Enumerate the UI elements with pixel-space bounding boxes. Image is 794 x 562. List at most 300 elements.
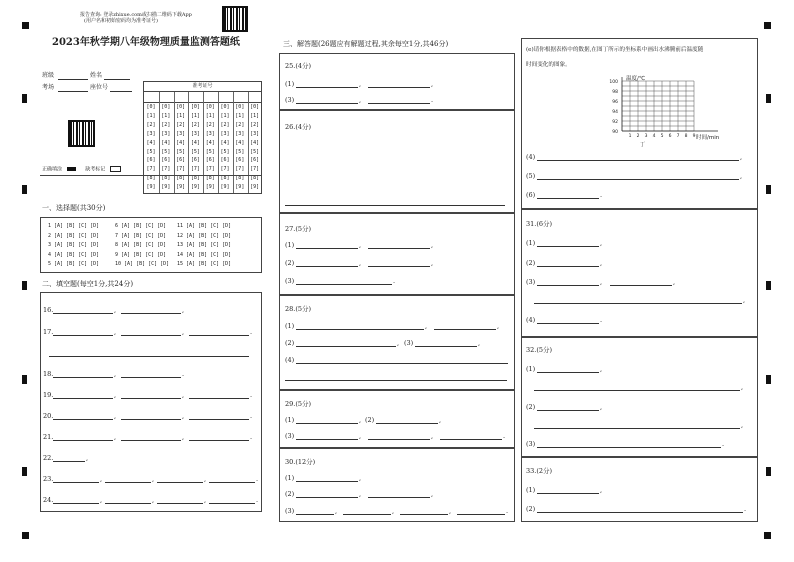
exam-id-bubble[interactable]: [7] — [205, 166, 215, 173]
q31-answer-line[interactable] — [534, 303, 742, 304]
y-axis-label: 温度/℃ — [626, 76, 646, 82]
exam-id-bubble[interactable]: [6] — [205, 157, 215, 164]
blank-sep: , — [100, 496, 103, 504]
x-tick-label: 5 — [660, 134, 664, 139]
blank-sep: , — [182, 433, 185, 441]
q28-answer-line[interactable] — [296, 346, 396, 347]
exam-id-bubble[interactable]: [2] — [190, 121, 200, 128]
q30-p3: (3) — [285, 507, 295, 515]
q30-instruction-line2: 时间变化的图象。 — [526, 62, 571, 68]
q28-title: 28.(5分) — [285, 305, 312, 313]
choice-item[interactable]: 7 [A] [B] [C] [D] — [115, 232, 167, 239]
blank-line[interactable] — [121, 313, 181, 314]
exam-id-bubble[interactable]: [9] — [235, 184, 245, 191]
exam-id-bubble[interactable]: [5] — [220, 148, 230, 155]
q25-p2: (3) — [285, 96, 295, 104]
report-notice — [80, 12, 220, 24]
blank-line[interactable] — [53, 419, 113, 420]
blank-line[interactable] — [53, 440, 113, 441]
exam-id-bubble[interactable]: [0] — [161, 104, 171, 110]
q31-p1: (1) — [526, 239, 536, 247]
blank-sep: , — [114, 370, 117, 378]
q25-answer-line[interactable] — [368, 87, 430, 88]
exam-id-bubble[interactable]: [3] — [235, 130, 245, 137]
y-tick-label: 96 — [612, 100, 618, 105]
exam-id-bubble[interactable]: [3] — [146, 130, 156, 137]
exam-id-bubble[interactable]: [9] — [220, 184, 230, 191]
q25-answer-line[interactable] — [368, 103, 430, 104]
legend-correct-label: 正确填涂 — [42, 166, 63, 173]
blank-line[interactable] — [105, 503, 151, 504]
q33-p1: (1) — [526, 486, 536, 494]
exam-id-bubble[interactable]: [0] — [176, 104, 186, 110]
q29-box: 29.(5分) (1) , (2) , (3) , , . — [279, 390, 515, 448]
blank-line[interactable] — [157, 503, 203, 504]
q25-title: 25.(4分) — [285, 62, 312, 70]
blank-sep: . — [182, 370, 185, 378]
exam-id-bubble[interactable]: [9] — [161, 184, 171, 191]
exam-id-bubble[interactable]: [0] — [250, 104, 260, 110]
exam-id-bubble[interactable]: [1] — [161, 112, 171, 119]
blank-line[interactable] — [121, 398, 181, 399]
exam-id-bubble[interactable]: [4] — [205, 139, 215, 146]
figure-label: 丁 — [640, 142, 646, 148]
x-tick-label: 7 — [676, 134, 680, 139]
q30-answer-line[interactable] — [537, 198, 599, 199]
y-tick-label: 90 — [612, 130, 618, 135]
blank-item-label: 23. — [43, 475, 54, 483]
exam-id-bubble[interactable]: [4] — [190, 139, 200, 146]
exam-id-bubble[interactable]: [1] — [190, 112, 200, 119]
blank-sep: , — [114, 391, 117, 399]
timing-mark — [22, 467, 27, 476]
exam-id-bubbles[interactable] — [144, 103, 263, 193]
fill-blank-box — [40, 292, 262, 512]
exam-id-bubble[interactable]: [3] — [161, 130, 171, 137]
q29-answer-line[interactable] — [368, 439, 430, 440]
timing-mark — [766, 185, 771, 194]
fill-legend — [42, 166, 121, 173]
q33-p2: (2) — [526, 505, 536, 513]
seat-label: 座位号 — [90, 84, 109, 91]
q30-answer-line[interactable] — [343, 514, 391, 515]
blank-sep: , — [114, 328, 117, 336]
exam-id-bubble[interactable]: [8] — [146, 175, 156, 182]
section3-title: 三、解答题(26题应有解题过程,其余每空1分,共46分) — [283, 40, 449, 48]
q28-answer-line[interactable] — [296, 329, 424, 330]
exam-id-bubble[interactable]: [8] — [220, 175, 230, 182]
q27-answer-line[interactable] — [296, 248, 358, 249]
choice-item[interactable]: 10 [A] [B] [C] [D] — [115, 261, 170, 267]
exam-id-bubble[interactable]: [2] — [205, 121, 215, 128]
name-label: 姓名 — [90, 72, 103, 79]
blank-line[interactable] — [189, 335, 249, 336]
choice-grid[interactable] — [48, 223, 258, 271]
q28-answer-line[interactable] — [296, 363, 508, 364]
blank-line[interactable] — [53, 313, 113, 314]
q27-answer-line[interactable] — [296, 284, 392, 285]
exam-id-bubble[interactable]: [2] — [146, 121, 156, 128]
exam-id-bubble[interactable]: [5] — [146, 148, 156, 155]
q30-answer-line[interactable] — [400, 514, 448, 515]
blank-sep: , — [182, 391, 185, 399]
app-qr-code[interactable] — [222, 6, 248, 32]
blank-sep: , — [182, 306, 185, 314]
choice-item[interactable]: 1 [A] [B] [C] [D] — [48, 223, 100, 229]
exam-id-bubble[interactable]: [2] — [235, 121, 245, 128]
exam-id-bubble[interactable]: [7] — [161, 166, 171, 173]
exam-id-bubble[interactable]: [4] — [250, 139, 260, 146]
choice-item[interactable]: 13 [A] [B] [C] [D] — [177, 242, 232, 248]
q29-p2: (3) — [285, 432, 295, 440]
exam-id-bubble[interactable]: [9] — [250, 184, 260, 191]
exam-id-bubble[interactable]: [5] — [250, 148, 260, 155]
q32-p2: (2) — [526, 403, 536, 411]
q30-answer-line[interactable] — [296, 497, 358, 498]
exam-id-bubble[interactable]: [6] — [176, 157, 186, 164]
blank-line[interactable] — [189, 398, 249, 399]
exam-id-bubble[interactable]: [8] — [235, 175, 245, 182]
q28-box: 28.(5分) (1) , , (2) , (3) , (4) — [279, 295, 515, 390]
timing-mark — [22, 185, 27, 194]
exam-id-bubble[interactable]: [6] — [220, 157, 230, 164]
q30-answer-line[interactable] — [537, 179, 739, 180]
exam-id-bubble[interactable]: [0] — [146, 104, 156, 110]
exam-id-bubble[interactable]: [1] — [205, 112, 215, 119]
q29-answer-line[interactable] — [440, 439, 502, 440]
exam-id-bubble[interactable]: [8] — [190, 175, 200, 182]
y-tick-label: 92 — [612, 120, 618, 125]
exam-id-bubble[interactable]: [7] — [176, 166, 186, 173]
exam-id-bubble[interactable]: [0] — [235, 104, 245, 110]
q25-p1: (1) — [285, 80, 295, 88]
exam-id-bubble[interactable]: [4] — [235, 139, 245, 146]
exam-id-bubble[interactable]: [1] — [250, 112, 260, 119]
exam-id-bubble[interactable]: [8] — [161, 175, 171, 182]
timing-mark — [22, 94, 27, 103]
q27-answer-line[interactable] — [368, 248, 430, 249]
name-field[interactable] — [104, 79, 130, 80]
q30-answer-line[interactable] — [457, 514, 505, 515]
exam-id-bubble[interactable]: [8] — [205, 175, 215, 182]
exam-id-bubble[interactable]: [6] — [190, 157, 200, 164]
blank-line[interactable] — [53, 503, 99, 504]
q33-box: 33.(2分) (1) , (2) . — [521, 457, 758, 522]
exam-id-bubble[interactable]: [3] — [220, 130, 230, 137]
section2-title: 二、填空题(每空1分,共24分) — [42, 280, 134, 288]
exam-id-bubble[interactable]: [5] — [176, 148, 186, 155]
q28-p2b: (3) — [404, 339, 414, 347]
y-tick-label: 94 — [612, 110, 618, 115]
blank-sep: . — [250, 328, 253, 336]
exam-id-bubble[interactable]: [3] — [250, 130, 260, 137]
timing-mark — [22, 281, 27, 290]
q33-title: 33.(2分) — [526, 467, 553, 475]
seat-field[interactable] — [110, 91, 132, 92]
choice-item[interactable]: 14 [A] [B] [C] [D] — [177, 251, 232, 258]
blank-sep: , — [114, 306, 117, 314]
exam-id-label: 准考证号 — [192, 83, 213, 89]
q30-p4: (4) — [526, 153, 536, 161]
q32-p3: (3) — [526, 440, 536, 448]
room-field[interactable] — [58, 91, 88, 92]
exam-id-bubble[interactable]: [3] — [205, 130, 215, 137]
q29-p1b: (2) — [365, 416, 375, 424]
filled-box-icon — [67, 167, 76, 171]
q27-p1: (1) — [285, 241, 295, 249]
blank-line[interactable] — [53, 482, 99, 483]
blank-line[interactable] — [209, 503, 255, 504]
exam-id-bubble[interactable]: [7] — [220, 166, 230, 173]
q27-p3: (3) — [285, 277, 295, 285]
q33-answer-line[interactable] — [537, 512, 743, 513]
exam-id-bubble[interactable]: [9] — [176, 184, 186, 191]
notice-line1: 报告查询: 登录zhixue.com或扫描二维码下载App — [80, 12, 192, 18]
q27-answer-line[interactable] — [296, 266, 358, 267]
blank-sep: , — [152, 475, 155, 483]
q31-answer-line[interactable] — [537, 285, 599, 286]
blank-item-label: 19. — [43, 391, 54, 399]
blank-sep: . — [250, 391, 253, 399]
q25-answer-line[interactable] — [296, 87, 358, 88]
q28-answer-line[interactable] — [434, 329, 496, 330]
student-info — [42, 72, 142, 96]
q31-answer-line[interactable] — [537, 323, 599, 324]
corner-mark-tr — [764, 22, 771, 29]
blank-sep: . — [256, 475, 259, 483]
blank-item-label: 24. — [43, 496, 54, 504]
choice-item[interactable]: 6 [A] [B] [C] [D] — [115, 223, 167, 229]
choice-item[interactable]: 11 [A] [B] [C] [D] — [177, 223, 232, 229]
blank-sep: , — [100, 475, 103, 483]
q28-p2: (2) — [285, 339, 295, 347]
q30-p2: (2) — [285, 490, 295, 498]
exam-id-bubble[interactable]: [4] — [146, 139, 156, 146]
q31-box: 31.(6分) (1) , (2) , (3) , , , (4) . — [521, 209, 758, 337]
choice-item[interactable]: 4 [A] [B] [C] [D] — [48, 251, 100, 258]
y-tick-label: 100 — [609, 80, 618, 85]
blank-line[interactable] — [189, 440, 249, 441]
blank-line[interactable] — [121, 335, 181, 336]
q30-answer-line[interactable] — [537, 160, 739, 161]
choice-item[interactable]: 3 [A] [B] [C] [D] — [48, 242, 100, 248]
q29-answer-line[interactable] — [296, 423, 358, 424]
q30-answer-line[interactable] — [368, 497, 430, 498]
blank-line[interactable] — [189, 419, 249, 420]
x-tick-label: 8 — [684, 134, 688, 139]
q30-answer-line[interactable] — [296, 514, 334, 515]
q32-answer-line[interactable] — [534, 390, 740, 391]
exam-id-bubble[interactable]: [0] — [190, 104, 200, 110]
blank-line[interactable] — [49, 356, 249, 357]
q31-answer-line[interactable] — [537, 266, 599, 267]
blank-line[interactable] — [121, 377, 181, 378]
class-label: 班级 — [42, 72, 55, 79]
blank-item-label: 16. — [43, 306, 54, 314]
q27-title: 27.(5分) — [285, 225, 312, 233]
blank-item-label: 17. — [43, 328, 54, 336]
q32-answer-line[interactable] — [537, 410, 599, 411]
class-field[interactable] — [58, 79, 88, 80]
timing-mark — [22, 375, 27, 384]
q27-box: 27.(5分) (1) , , (2) , , (3) . — [279, 213, 515, 295]
exam-id-bubble[interactable]: [1] — [220, 112, 230, 119]
q30-p5: (5) — [526, 172, 536, 180]
x-tick-label: 6 — [668, 134, 672, 139]
exam-id-bubble[interactable]: [3] — [176, 130, 186, 137]
q31-title: 31.(6分) — [526, 220, 553, 228]
missing-box[interactable] — [110, 166, 121, 172]
exam-id-bubble[interactable]: [9] — [205, 184, 215, 191]
blank-line[interactable] — [105, 482, 151, 483]
q32-title: 32.(5分) — [526, 346, 553, 354]
blank-sep: . — [250, 412, 253, 420]
blank-sep: , — [86, 454, 89, 462]
blank-sep: , — [114, 433, 117, 441]
exam-id-bubble[interactable]: [9] — [190, 184, 200, 191]
blank-line[interactable] — [121, 419, 181, 420]
q32-p1: (1) — [526, 365, 536, 373]
exam-id-bubble[interactable]: [6] — [235, 157, 245, 164]
exam-id-bubble[interactable]: [5] — [235, 148, 245, 155]
choice-item[interactable]: 15 [A] [B] [C] [D] — [177, 261, 232, 267]
exam-id-bubble[interactable]: [4] — [161, 139, 171, 146]
exam-id-bubble[interactable]: [0] — [205, 104, 215, 110]
blank-sep: , — [204, 496, 207, 504]
q33-answer-line[interactable] — [537, 493, 599, 494]
blank-sep: , — [182, 412, 185, 420]
x-tick-label: 2 — [636, 134, 640, 139]
exam-id-bubble[interactable]: [2] — [176, 121, 186, 128]
q32-answer-line[interactable] — [537, 372, 599, 373]
blank-line[interactable] — [53, 335, 113, 336]
student-qr-code — [68, 120, 95, 147]
q28-p3: (4) — [285, 356, 295, 364]
q25-answer-line[interactable] — [296, 103, 358, 104]
blank-item-label: 22. — [43, 454, 54, 462]
x-tick-label: 1 — [628, 134, 632, 139]
q31-p2: (2) — [526, 259, 536, 267]
exam-id-bubble[interactable]: [4] — [176, 139, 186, 146]
q26-answer-line[interactable] — [285, 205, 505, 206]
exam-id-bubble[interactable]: [5] — [205, 148, 215, 155]
q30-title: 30.(12分) — [285, 458, 316, 466]
legend-missing-label: 缺考标记 — [85, 166, 106, 173]
q30-instruction-line1: (e)请你根据表格中的数据,在图丁所示的坐标系中画出水沸腾前后温度随 — [526, 47, 704, 53]
x-axis-label: 时间/min — [696, 135, 720, 141]
exam-id-bubble[interactable]: [0] — [220, 104, 230, 110]
choice-item[interactable]: 12 [A] [B] [C] [D] — [177, 232, 232, 239]
exam-id-bubble[interactable]: [6] — [161, 157, 171, 164]
exam-id-bubble[interactable]: [1] — [176, 112, 186, 119]
exam-id-bubble[interactable]: [3] — [190, 130, 200, 137]
q28-p1: (1) — [285, 322, 295, 330]
choice-item[interactable]: 2 [A] [B] [C] [D] — [48, 232, 100, 239]
blank-line[interactable] — [53, 377, 113, 378]
exam-id-bubble[interactable]: [7] — [190, 166, 200, 173]
room-label: 考场 — [42, 84, 55, 91]
choice-item[interactable]: 9 [A] [B] [C] [D] — [115, 251, 167, 258]
q29-p1: (1) — [285, 416, 295, 424]
exam-id-bubble[interactable]: [2] — [250, 121, 260, 128]
blank-line[interactable] — [121, 440, 181, 441]
q30-continued-box: (e)请你根据表格中的数据,在图丁所示的坐标系中画出水沸腾前后温度随 时间变化的图象。 温度/℃ 100 98 96 94 92 90 1 2 3 4 5 6 7 8 9 时间/min 丁 (4) , (5) , (6) . — [521, 38, 758, 209]
exam-id-bubble[interactable]: [5] — [161, 148, 171, 155]
blank-line[interactable] — [53, 461, 85, 462]
corner-mark-br — [764, 532, 771, 539]
q32-answer-line[interactable] — [537, 447, 721, 448]
exam-id-bubble[interactable]: [1] — [146, 112, 156, 119]
q31-answer-line[interactable] — [610, 285, 672, 286]
choice-item[interactable]: 8 [A] [B] [C] [D] — [115, 242, 167, 248]
blank-line[interactable] — [209, 482, 255, 483]
q30-answer-line[interactable] — [296, 481, 358, 482]
q29-answer-line[interactable] — [296, 439, 358, 440]
blank-line[interactable] — [157, 482, 203, 483]
exam-id-bubble[interactable]: [8] — [176, 175, 186, 182]
section1-title: 一、选择题(共30分) — [42, 204, 106, 212]
q27-answer-line[interactable] — [368, 266, 430, 267]
q31-p3: (3) — [526, 278, 536, 286]
q31-answer-line[interactable] — [537, 246, 599, 247]
timing-mark — [766, 281, 771, 290]
q32-answer-line[interactable] — [534, 428, 740, 429]
q30-p6: (6) — [526, 191, 536, 199]
corner-mark-tl — [22, 22, 29, 29]
q26-box — [279, 110, 515, 213]
blank-sep: . — [250, 433, 253, 441]
exam-id-bubble[interactable]: [2] — [161, 121, 171, 128]
y-tick-label: 98 — [612, 90, 618, 95]
exam-id-bubble[interactable]: [5] — [190, 148, 200, 155]
temperature-chart[interactable] — [588, 73, 728, 149]
q32-box: 32.(5分) (1) , , (2) , , (3) . — [521, 337, 758, 457]
exam-id-bubble[interactable]: [8] — [250, 175, 260, 182]
q25-box: 25.(4分) (1) , , (3) , . — [279, 53, 515, 110]
choice-item[interactable]: 5 [A] [B] [C] [D] — [48, 261, 100, 267]
exam-id-bubble[interactable]: [6] — [146, 157, 156, 164]
x-tick-label: 3 — [644, 134, 648, 139]
exam-id-bubble[interactable]: [6] — [250, 157, 260, 164]
exam-id-bubble[interactable]: [2] — [220, 121, 230, 128]
blank-line[interactable] — [53, 398, 113, 399]
exam-id-bubble[interactable]: [7] — [250, 166, 260, 173]
timing-mark — [766, 467, 771, 476]
exam-id-bubble[interactable]: [1] — [235, 112, 245, 119]
q28-answer-line[interactable] — [415, 346, 477, 347]
blank-sep: , — [114, 412, 117, 420]
blank-sep: . — [256, 496, 259, 504]
blank-item-label: 20. — [43, 412, 54, 420]
exam-id-bubble[interactable]: [7] — [235, 166, 245, 173]
blank-item-label: 18. — [43, 370, 54, 378]
notice-line2: (用户名和初始密码均为准考证号) — [84, 18, 158, 24]
q31-p4: (4) — [526, 316, 536, 324]
q28-answer-line[interactable] — [285, 380, 507, 381]
exam-id-bubble[interactable]: [4] — [220, 139, 230, 146]
page-title: 2023年秋学期八年级物理质量监测答题纸 — [52, 37, 240, 48]
blank-item-label: 21. — [43, 433, 54, 441]
exam-id-bubble[interactable]: [9] — [146, 184, 156, 191]
corner-mark-bl — [22, 532, 29, 539]
timing-mark — [766, 94, 771, 103]
blank-sep: , — [182, 328, 185, 336]
blank-sep: , — [152, 496, 155, 504]
timing-mark — [766, 375, 771, 384]
q29-answer-line[interactable] — [376, 423, 438, 424]
exam-id-bubble[interactable]: [7] — [146, 166, 156, 173]
q26-title: 26.(4分) — [285, 123, 312, 131]
